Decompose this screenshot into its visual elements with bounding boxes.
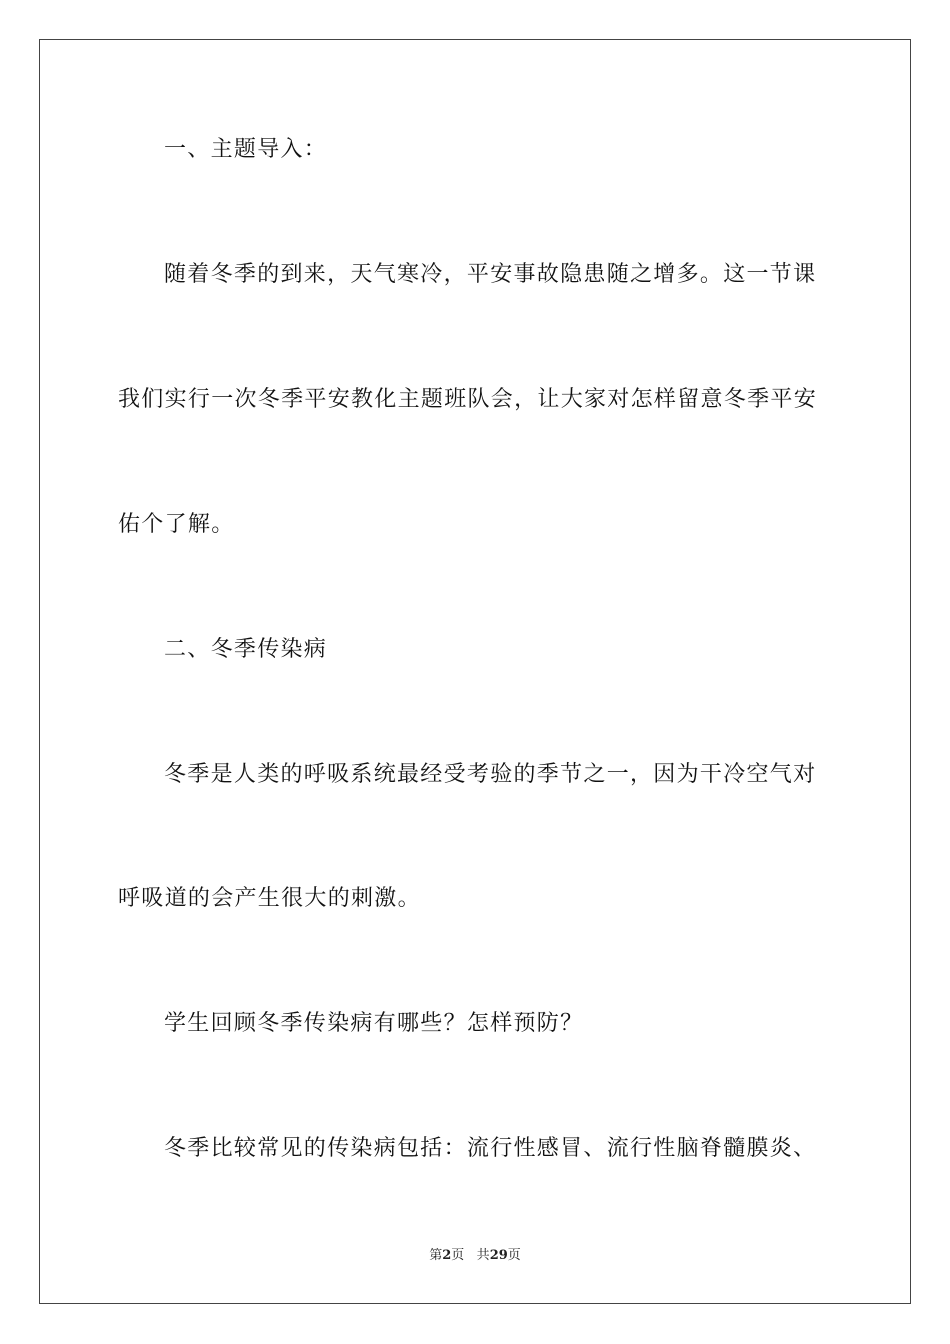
- section-heading-2: 二、冬季传染病: [164, 637, 328, 662]
- footer-total-suffix: 页: [507, 1248, 521, 1263]
- paragraph-line: 学生回顾冬季传染病有哪些？怎样预防？: [164, 1011, 584, 1036]
- paragraph-line: 冬季是人类的呼吸系统最经受考验的季节之一，因为干冷空气对: [164, 762, 817, 787]
- page-border: [39, 39, 911, 1304]
- footer-page-number: 2: [442, 1248, 452, 1263]
- paragraph-line: 随着冬季的到来，天气寒冷，平安事故隐患随之增多。这一节课: [164, 262, 817, 287]
- page-footer: [0, 1247, 950, 1265]
- footer-total-pages: 29: [489, 1248, 508, 1263]
- footer-total-prefix: 共: [476, 1248, 490, 1263]
- section-heading-1: 一、主题导入：: [164, 137, 328, 162]
- paragraph-line: 冬季比较常见的传染病包括：流行性感冒、流行性脑脊髓膜炎、: [164, 1136, 817, 1161]
- paragraph-line: 我们实行一次冬季平安教化主题班队会，让大家对怎样留意冬季平安: [118, 387, 818, 412]
- footer-page-suffix: 页: [451, 1248, 465, 1263]
- footer-page-prefix: 第: [429, 1248, 443, 1263]
- paragraph-line: 呼吸道的会产生很大的刺激。: [118, 886, 421, 911]
- paragraph-line: 佑个了解。: [118, 512, 235, 537]
